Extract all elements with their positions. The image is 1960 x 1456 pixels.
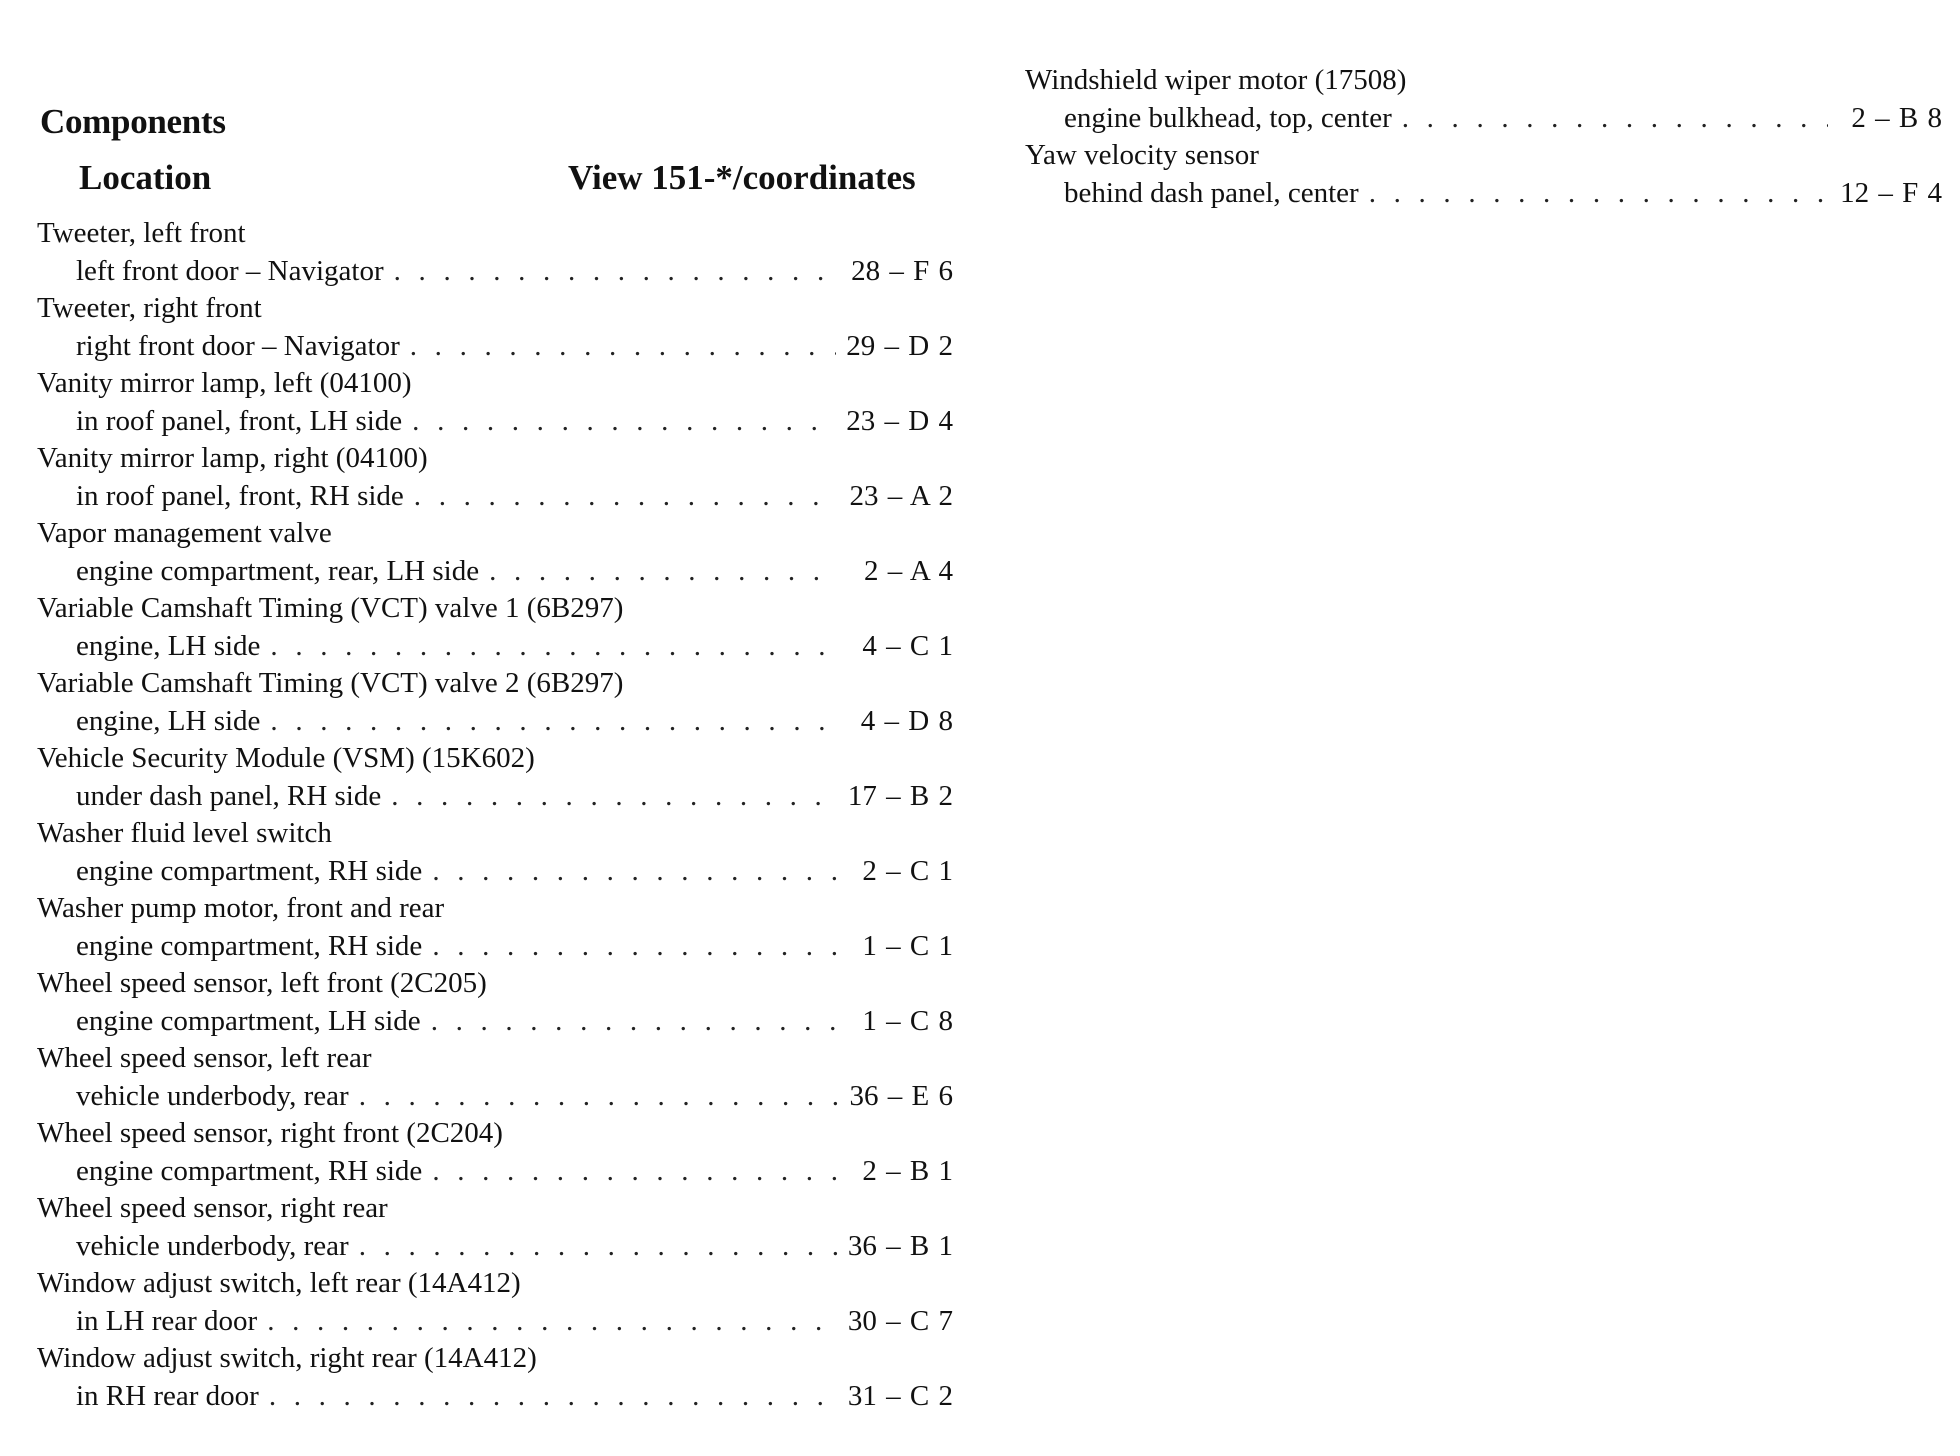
component-location: in roof panel, front, RH side	[76, 479, 404, 512]
dot-leader	[1369, 175, 1828, 213]
component-entry	[37, 890, 953, 965]
dot-leader	[432, 853, 839, 891]
component-entry	[37, 1190, 953, 1265]
location-row	[37, 253, 953, 291]
left-column	[37, 215, 953, 1415]
dot-leader	[394, 253, 839, 291]
component-name: Window adjust switch, left rear (14A412)	[37, 1267, 521, 1299]
component-entry	[37, 965, 953, 1040]
component-coordinates: 2 – C 1	[862, 854, 953, 887]
location-row	[37, 328, 953, 366]
location-row	[37, 928, 953, 966]
component-location: engine compartment, RH side	[76, 929, 423, 962]
component-entry	[37, 665, 953, 740]
location-row	[37, 1228, 953, 1266]
component-coordinates: 23 – A 2	[849, 479, 953, 512]
location-row	[37, 1153, 953, 1191]
dot-leader	[359, 1228, 838, 1266]
component-name: Tweeter, left front	[37, 217, 246, 249]
component-entry	[37, 1265, 953, 1340]
component-name: Wheel speed sensor, left rear	[37, 1042, 372, 1074]
component-entry	[37, 740, 953, 815]
dot-leader	[1402, 100, 1828, 138]
component-location: left front door – Navigator	[76, 254, 384, 287]
view-coordinates-column-header: View 151-*/coordinates	[568, 158, 916, 197]
location-row	[37, 1003, 953, 1041]
location-row	[37, 1078, 953, 1116]
dot-leader	[410, 328, 837, 366]
location-row	[1025, 175, 1942, 213]
component-name: Washer pump motor, front and rear	[37, 892, 445, 924]
component-name: Variable Camshaft Timing (VCT) valve 2 (6B297)	[37, 667, 624, 699]
component-entry	[37, 815, 953, 890]
component-location: in roof panel, front, LH side	[76, 404, 403, 437]
component-coordinates: 17 – B 2	[847, 779, 953, 812]
component-name: Vehicle Security Module (VSM) (15K602)	[37, 742, 535, 774]
component-entry	[37, 1040, 953, 1115]
component-location: behind dash panel, center	[1064, 176, 1359, 209]
component-name: Vanity mirror lamp, left (04100)	[37, 367, 412, 399]
component-entry	[37, 1115, 953, 1190]
component-entry	[37, 440, 953, 515]
component-coordinates: 29 – D 2	[846, 329, 953, 362]
component-name: Yaw velocity sensor	[1025, 139, 1259, 171]
component-entry	[37, 515, 953, 590]
right-column	[1025, 62, 1942, 212]
location-row	[37, 628, 953, 666]
dot-leader	[414, 478, 839, 516]
component-location: vehicle underbody, rear	[76, 1229, 349, 1262]
component-coordinates: 31 – C 2	[847, 1379, 953, 1412]
component-entry	[1025, 62, 1942, 137]
dot-leader	[391, 778, 838, 816]
component-name: Vanity mirror lamp, right (04100)	[37, 442, 428, 474]
location-row	[37, 703, 953, 741]
component-coordinates: 2 – B 8	[1851, 101, 1942, 134]
component-coordinates: 23 – D 4	[846, 404, 953, 437]
location-row	[37, 553, 953, 591]
component-entry	[37, 365, 953, 440]
dot-leader	[432, 1153, 839, 1191]
component-location: in RH rear door	[76, 1379, 259, 1412]
component-location: under dash panel, RH side	[76, 779, 382, 812]
location-column-header: Location	[79, 158, 212, 197]
page-heading: Components	[40, 102, 226, 141]
component-location: vehicle underbody, rear	[76, 1079, 349, 1112]
component-name: Tweeter, right front	[37, 292, 262, 324]
dot-leader	[432, 928, 839, 966]
component-coordinates: 2 – A 4	[864, 554, 953, 587]
component-name: Wheel speed sensor, right rear	[37, 1192, 388, 1224]
component-entry	[37, 290, 953, 365]
component-entry	[37, 1340, 953, 1415]
component-location: engine bulkhead, top, center	[1064, 101, 1392, 134]
dot-leader	[359, 1078, 839, 1116]
component-location: engine compartment, RH side	[76, 1154, 423, 1187]
component-name: Wheel speed sensor, left front (2C205)	[37, 967, 487, 999]
component-coordinates: 28 – F 6	[851, 254, 953, 287]
component-location: right front door – Navigator	[76, 329, 400, 362]
component-coordinates: 1 – C 1	[862, 929, 953, 962]
location-row	[37, 403, 953, 441]
location-row	[37, 478, 953, 516]
location-row	[1025, 100, 1942, 138]
dot-leader	[431, 1003, 839, 1041]
dot-leader	[489, 553, 839, 591]
component-coordinates: 30 – C 7	[847, 1304, 953, 1337]
component-name: Variable Camshaft Timing (VCT) valve 1 (6B297)	[37, 592, 624, 624]
component-location: engine compartment, RH side	[76, 854, 423, 887]
component-location: in LH rear door	[76, 1304, 258, 1337]
dot-leader	[269, 1378, 838, 1416]
component-coordinates: 2 – B 1	[862, 1154, 953, 1187]
location-row	[37, 853, 953, 891]
component-name: Vapor management valve	[37, 517, 332, 549]
component-name: Wheel speed sensor, right front (2C204)	[37, 1117, 503, 1149]
component-coordinates: 4 – D 8	[860, 704, 953, 737]
dot-leader	[270, 628, 839, 666]
component-coordinates: 4 – C 1	[862, 629, 953, 662]
component-location: engine compartment, LH side	[76, 1004, 421, 1037]
location-row	[37, 1303, 953, 1341]
dot-leader	[270, 703, 839, 741]
component-coordinates: 1 – C 8	[862, 1004, 953, 1037]
component-entry	[37, 215, 953, 290]
dot-leader	[267, 1303, 838, 1341]
dot-leader	[412, 403, 836, 441]
component-location: engine, LH side	[76, 629, 261, 662]
location-row	[37, 778, 953, 816]
component-coordinates: 12 – F 4	[1840, 176, 1942, 209]
component-entry	[37, 590, 953, 665]
component-coordinates: 36 – B 1	[847, 1229, 953, 1262]
component-location: engine, LH side	[76, 704, 261, 737]
component-name: Washer fluid level switch	[37, 817, 332, 849]
component-name: Windshield wiper motor (17508)	[1025, 64, 1407, 96]
component-coordinates: 36 – E 6	[849, 1079, 953, 1112]
component-location: engine compartment, rear, LH side	[76, 554, 480, 587]
component-name: Window adjust switch, right rear (14A412)	[37, 1342, 537, 1374]
component-entry	[1025, 137, 1942, 212]
location-row	[37, 1378, 953, 1416]
